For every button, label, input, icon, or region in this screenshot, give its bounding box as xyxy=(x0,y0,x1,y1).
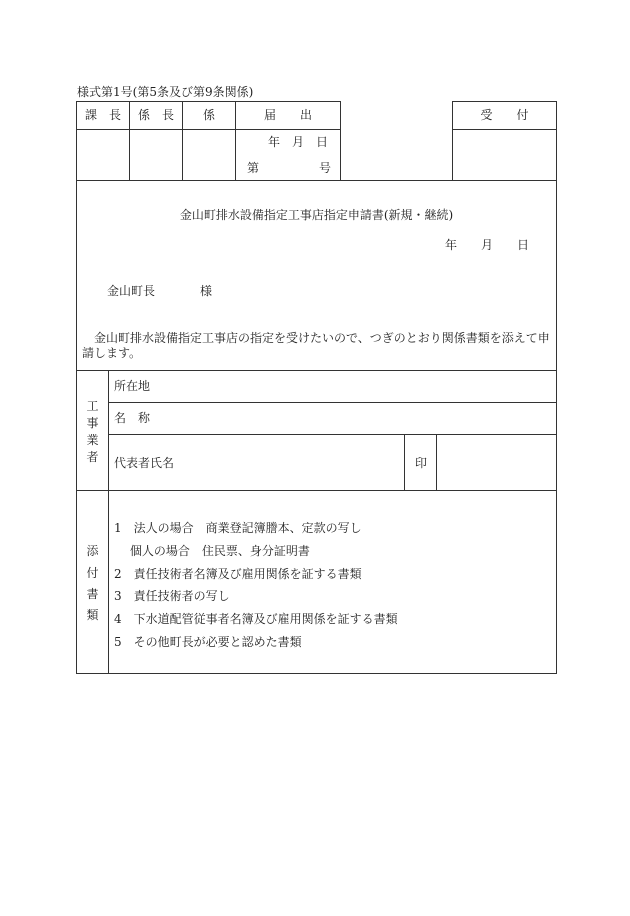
seal-label: 印 xyxy=(415,456,428,470)
form-number: 様式第1号(第5条及び第9条関係) xyxy=(77,85,254,99)
attachment-item: 4 下水道配管従事者名簿及び雇用関係を証する書類 xyxy=(114,612,398,626)
honorific: 様 xyxy=(200,284,213,298)
attachment-item: 1 法人の場合 商業登記簿謄本、定款の写し xyxy=(114,521,362,535)
header-todokede: 届 出 xyxy=(263,108,312,122)
name-label: 名 称 xyxy=(114,411,151,425)
representative-label: 代表者氏名 xyxy=(114,456,175,470)
todokede-date: 年 月 日 xyxy=(268,135,329,149)
form-title: 金山町排水設備指定工事店指定申請書(新規・継続) xyxy=(179,208,454,222)
attachment-item: 2 責任技術者名簿及び雇用関係を証する書類 xyxy=(114,567,362,581)
body-line-1: 金山町排水設備指定工事店の指定を受けたいので、つぎのとおり関係書類を添えて申 xyxy=(94,331,550,345)
header-kacho: 課 長 xyxy=(84,108,121,122)
header-kakari: 係 xyxy=(202,108,215,122)
body-line-2: 請します。 xyxy=(82,346,142,360)
number-suffix: 号 xyxy=(319,161,332,175)
attachment-item: 個人の場合 住民票、身分証明書 xyxy=(114,544,310,558)
address-label: 所在地 xyxy=(114,379,151,393)
number-prefix: 第 xyxy=(247,161,260,175)
attachment-item: 3 責任技術者の写し xyxy=(114,589,230,603)
attachment-item: 5 その他町長が必要と認めた書類 xyxy=(114,635,302,649)
application-date: 年 月 日 xyxy=(445,238,530,252)
header-kakaricho: 係 長 xyxy=(137,108,174,122)
addressee: 金山町長 xyxy=(107,284,156,298)
header-uketsuke: 受 付 xyxy=(480,108,529,122)
